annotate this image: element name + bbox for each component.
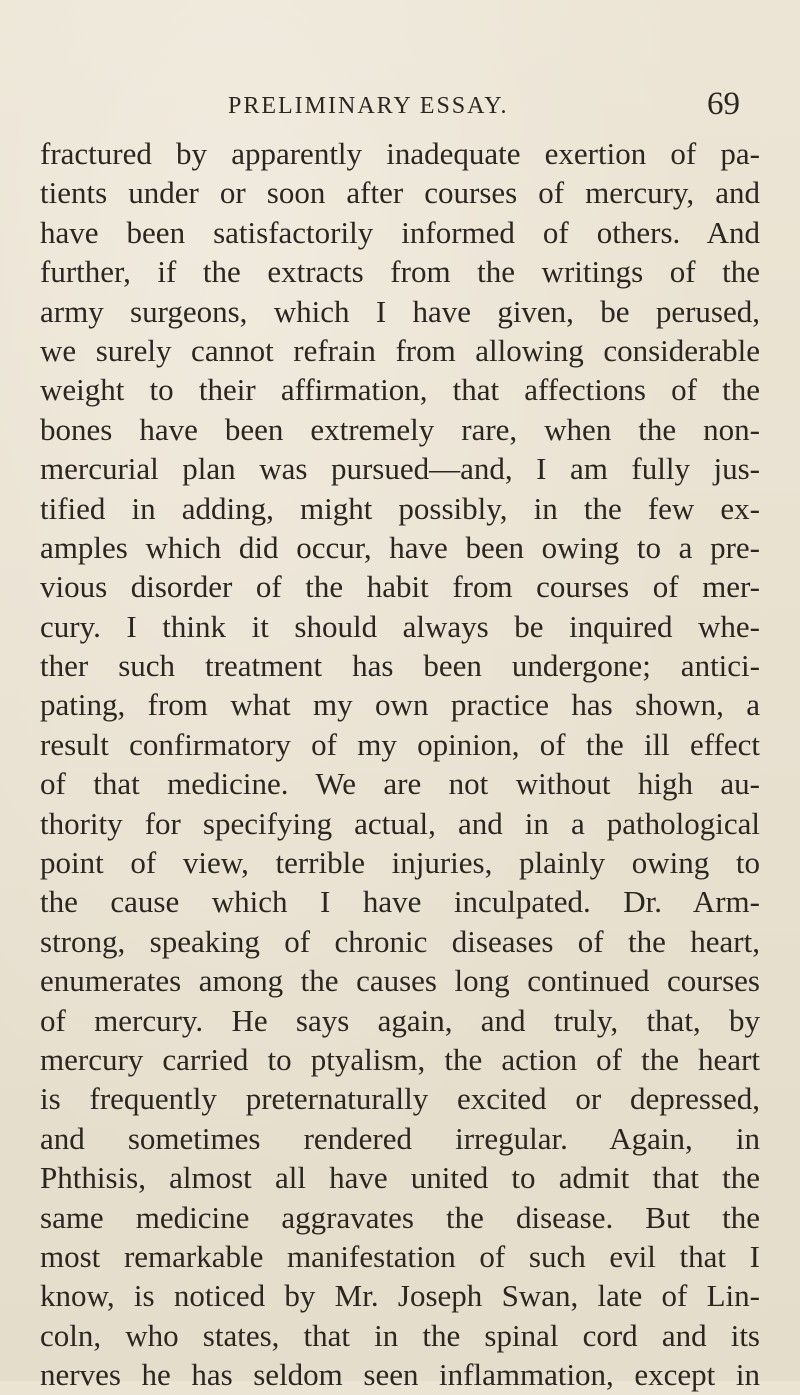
text-line: most remarkable manifestation of such evil that I	[40, 1238, 760, 1274]
text-line: enumerates among the causes long continued courses	[40, 963, 760, 999]
text-line: vious disorder of the habit from courses of mer-	[40, 569, 760, 605]
text-line: know, is noticed by Mr. Joseph Swan, late of Lin-	[40, 1278, 760, 1314]
text-line: is frequently preternaturally excited or depressed,	[40, 1081, 760, 1117]
text-line: amples which did occur, have been owing to a pre-	[40, 529, 760, 565]
text-line: weight to their affirmation, that affections of the	[40, 372, 760, 408]
text-line: tients under or soon after courses of mercury, and	[40, 175, 760, 211]
text-line: mercury carried to ptyalism, the action of the heart	[40, 1041, 760, 1077]
text-line: cury. I think it should always be inquired whe-	[40, 608, 760, 644]
text-line: tified in adding, might possibly, in the few ex-	[40, 490, 760, 526]
text-line: pating, from what my own practice has shown, a	[40, 687, 760, 723]
page-number: 69	[707, 86, 740, 122]
text-line: we surely cannot refrain from allowing considerable	[40, 332, 760, 368]
text-line: point of view, terrible injuries, plainly owing to	[40, 845, 760, 881]
text-line: the cause which I have inculpated. Dr. Arm-	[40, 884, 760, 920]
text-line: bones have been extremely rare, when the non-	[40, 411, 760, 447]
text-line: Phthisis, almost all have united to admit that the	[40, 1160, 760, 1196]
text-line: of that medicine. We are not without high au-	[40, 766, 760, 802]
text-line: result confirmatory of my opinion, of the ill effect	[40, 726, 760, 762]
text-line: coln, who states, that in the spinal cord and its	[40, 1317, 760, 1353]
text-line: fractured by apparently inadequate exertion of pa-	[40, 136, 760, 171]
text-line: mercurial plan was pursued—and, I am fully jus-	[40, 451, 760, 487]
body-text	[40, 134, 760, 1395]
text-line: army surgeons, which I have given, be perused,	[40, 293, 760, 329]
running-head	[0, 86, 800, 126]
text-line: further, if the extracts from the writings of the	[40, 254, 760, 290]
text-line: and sometimes rendered irregular. Again, in	[40, 1120, 760, 1156]
text-line: have been satisfactorily informed of others. And	[40, 214, 760, 250]
running-title: PRELIMINARY ESSAY.	[228, 93, 509, 119]
text-line: nerves he has seldom seen inflammation, except in	[40, 1357, 760, 1393]
text-line: same medicine aggravates the disease. But the	[40, 1199, 760, 1235]
text-line: strong, speaking of chronic diseases of the heart,	[40, 923, 760, 959]
text-line: of mercury. He says again, and truly, that, by	[40, 1002, 760, 1038]
text-line: ther such treatment has been undergone; antici-	[40, 648, 760, 684]
text-line: thority for specifying actual, and in a pathological	[40, 805, 760, 841]
